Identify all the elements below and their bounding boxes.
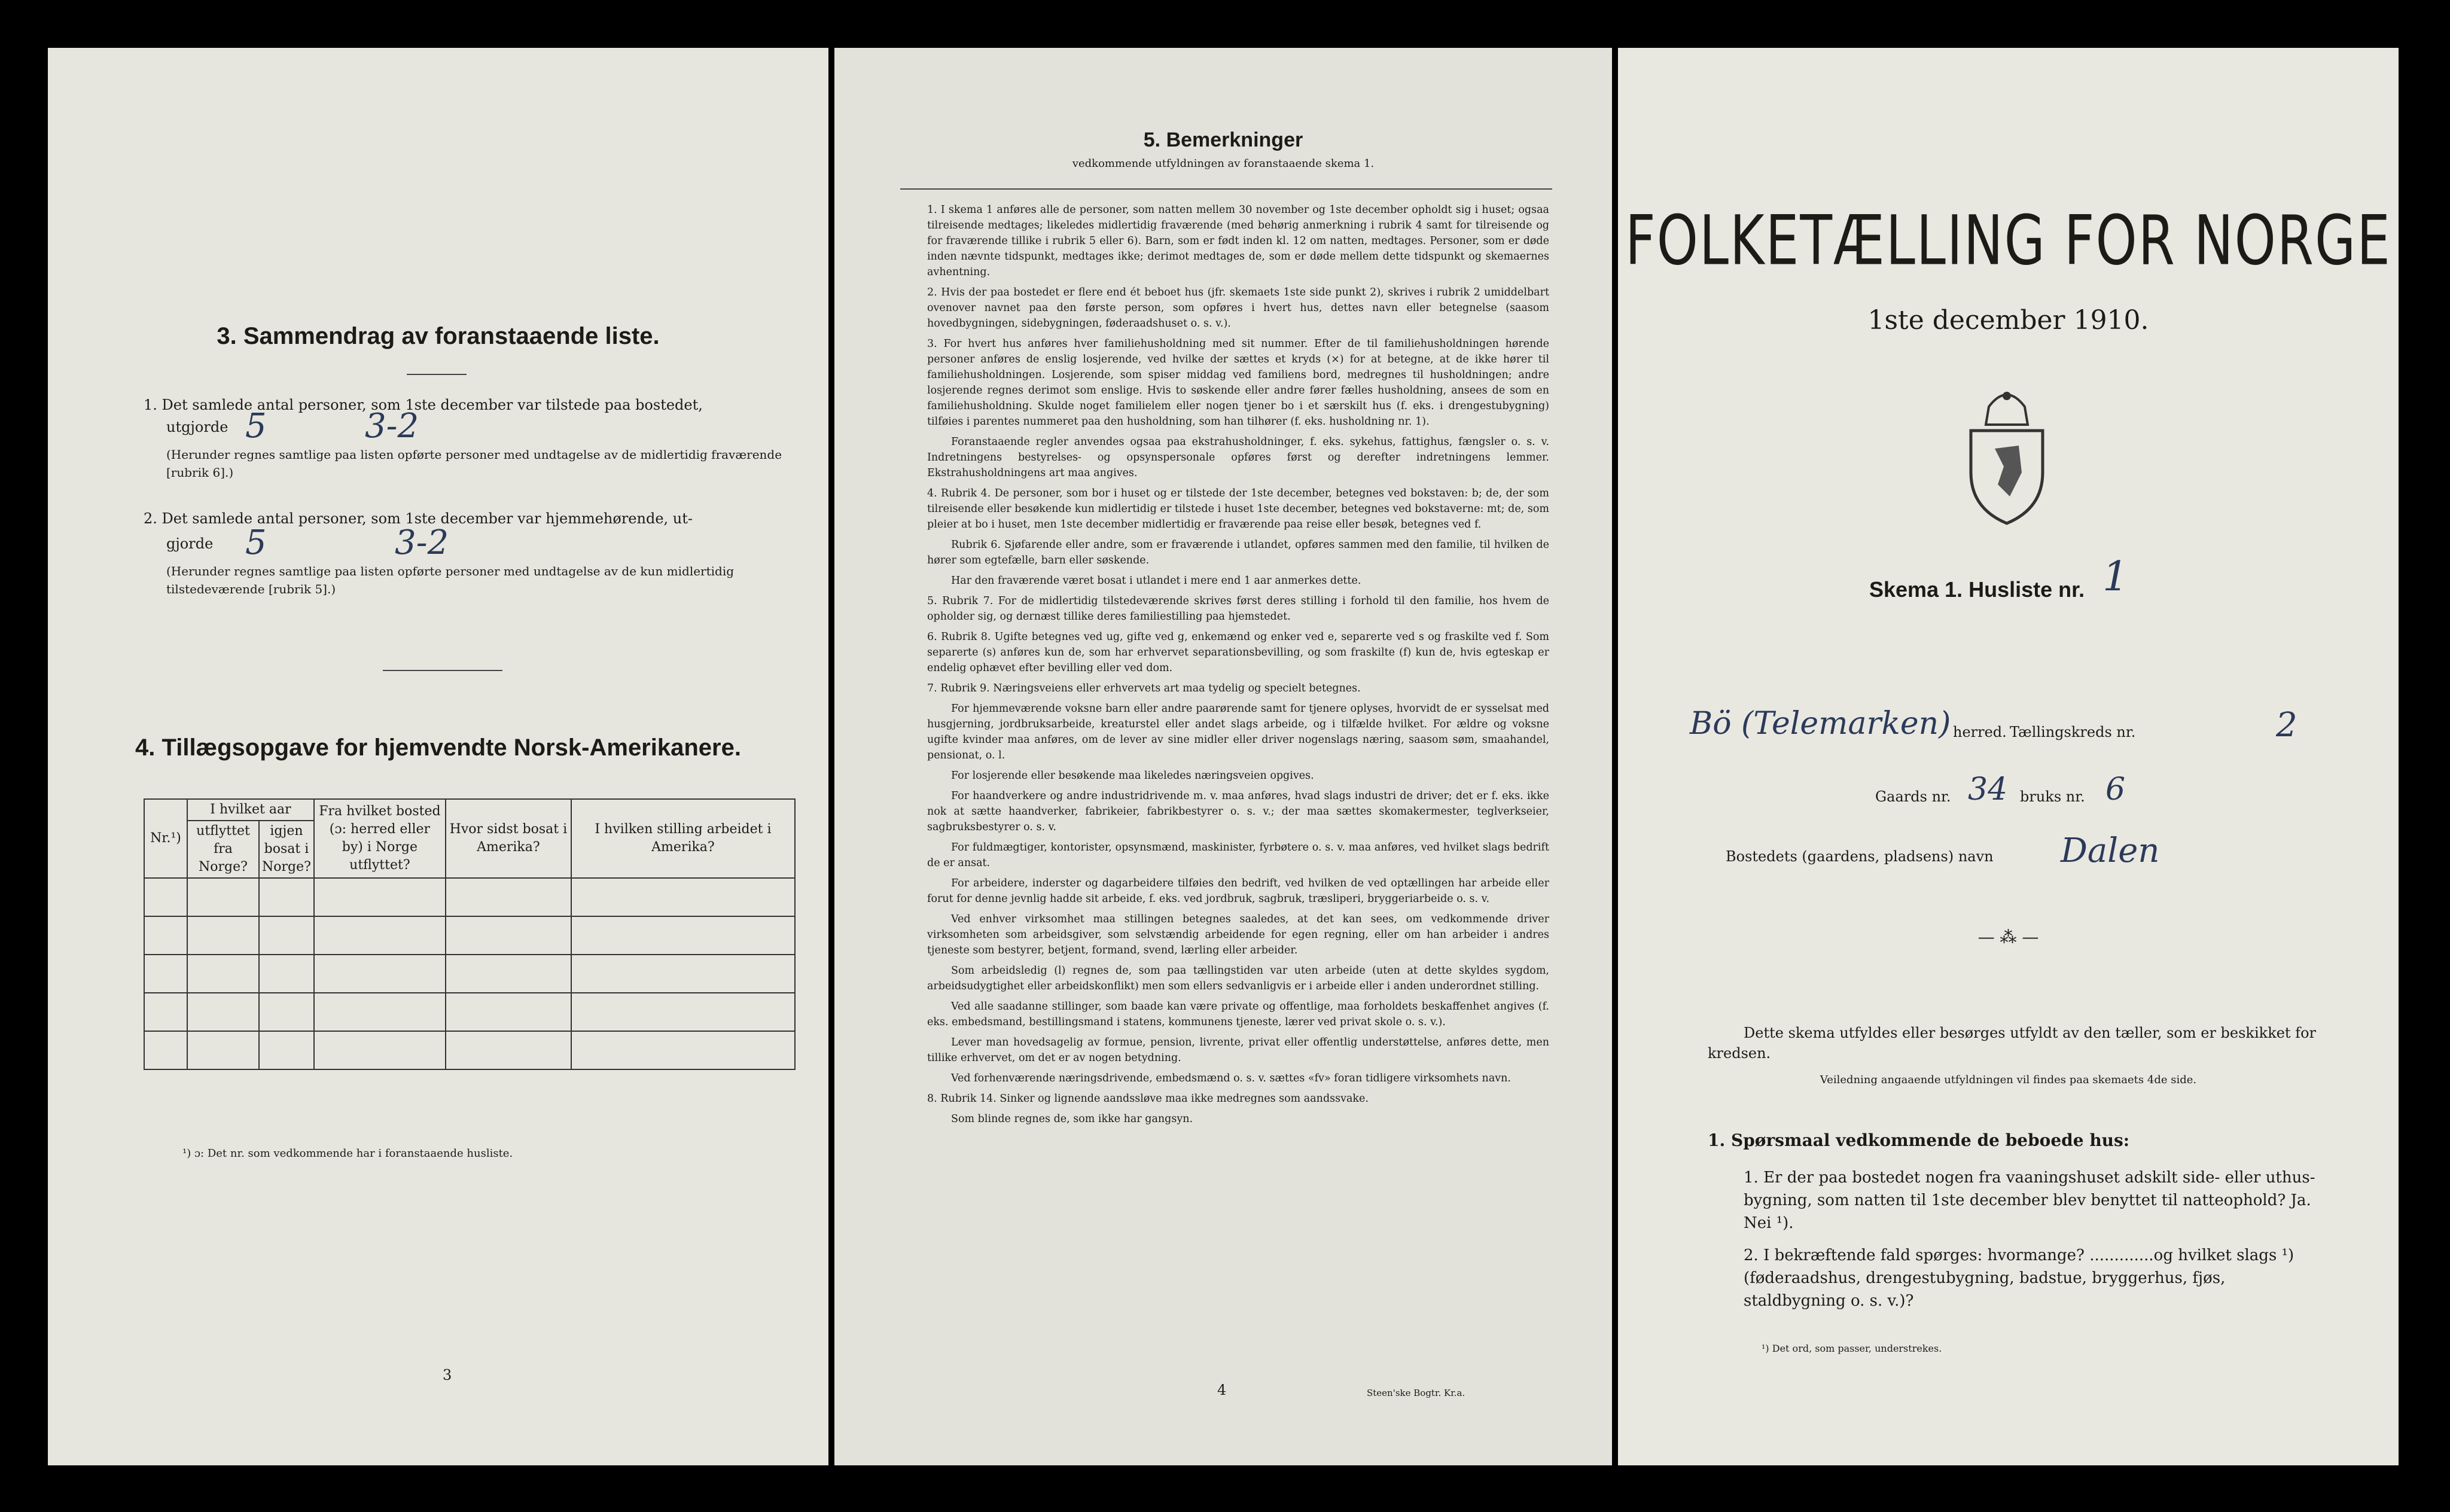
q2-lead: gjorde: [166, 535, 214, 552]
remarks-list: [927, 202, 1549, 1132]
question-2: 2. I bekræftende fald spørges: hvormange? .............og hvilket slags ¹) (føderaadshus, drengestubygning, badstue, bryggerhus, fjøs, staldbygning o. s. v.)?: [1744, 1246, 2294, 1310]
census-title: FOLKETÆLLING FOR NORGE: [1625, 200, 2391, 281]
q1-value-split: 3-2: [365, 407, 419, 446]
section-3-title: 3. Sammendrag av foranstaaende liste.: [217, 323, 660, 349]
table-row: [144, 878, 795, 916]
remark-item: 1. I skema 1 anføres alle de personer, som natten mellem 30 november og 1ste december opholdt sig i huset; ogsaa tilreisende medtages; likeledes midlertidig fraværende (med behørig anmerkning i rubrik 4 samt for tilreisende og for fraværende tillike i rubrik 5 eller 6). Barn, som er født inden kl. 12 om natten, medtages. Personer, som er døde inden nævnte tidspunkt, medtages ikke; derimot medtages de, som er døde mellem dette tidspunkt og skemaernes avhentning.: [927, 204, 1549, 278]
remark-item: Foranstaaende regler anvendes ogsaa paa ekstrahusholdninger, f. eks. sykehus, fattighus, fængsler o. s. v. Indretningens bestyrelses- og opsynspersonale opføres først og derefter indretningens lemmer. Ekstrahusholdningens art maa angives.: [927, 436, 1549, 479]
page-number: 3: [443, 1367, 452, 1383]
q2-value-total: 5: [245, 523, 267, 562]
q2-note: (Herunder regnes samtlige paa listen opførte personer med undtagelse av de kun midlertidig tilstedeværende [rubrik 5].): [166, 564, 735, 596]
remark-item: For losjerende eller besøkende maa likeledes næringsveien opgives.: [951, 770, 1314, 782]
col-work: I hvilken stilling arbeidet i Amerika?: [571, 799, 795, 878]
remark-item: Ved alle saadanne stillinger, som baade kan være private og offentlige, maa forholdets beskaffenhet angives (f. eks. embedsmand, bestillingsmand i statens, kommunens tjeneste, lærer ved privat skole o. s. v.).: [927, 1001, 1549, 1028]
bruks-label: bruks nr.: [2020, 788, 2085, 805]
census-date: 1ste december 1910.: [1867, 305, 2149, 336]
remark-item: Som arbeidsledig (l) regnes de, som paa tællingstiden var uten arbeide (uten at dette skyldes sygdom, arbeidsudygtighet eller arbeidskonflikt) men som ellers sedvanligvis er i arbeide eller i anden underordnet stilling.: [927, 965, 1549, 992]
question-1-text: 1. Er der paa bostedet nogen fra vaaningshuset adskilt side- eller uthus-bygning, som natten til 1ste december blev benyttet til natteophold?: [1744, 1169, 2315, 1209]
remark-item: Ved forhenværende næringsdrivende, embedsmænd o. s. v. sættes «fv» foran tidligere virksomhets navn.: [951, 1072, 1511, 1084]
col-from: Fra hvilket bosted (ɔ: herred eller by) i Norge utflyttet?: [314, 799, 446, 878]
remark-item: 7. Rubrik 9. Næringsveiens eller erhvervets art maa tydelig og specielt betegnes.: [927, 682, 1361, 694]
q1-value-total: 5: [245, 407, 267, 446]
page-1: [1618, 48, 2399, 1465]
remark-item: Lever man hovedsagelig av formue, pension, livrente, privat eller offentlig understøttelse, anføres dette, men tillike erhvervet, om det er av nogen betydning.: [927, 1037, 1549, 1064]
remarks-subtitle: vedkommende utfyldningen av foranstaaende skema 1.: [1072, 157, 1375, 170]
bosted-label: Bostedets (gaardens, pladsens) navn: [1726, 848, 1994, 865]
printer-name: Steen'ske Bogtr. Kr.a.: [1367, 1388, 1465, 1398]
table-row: [144, 916, 795, 955]
herred-label: herred.: [1953, 724, 2007, 740]
table-row: [144, 993, 795, 1031]
remark-item: 6. Rubrik 8. Ugifte betegnes ved ug, gifte ved g, enkemænd og enker ved e, separerte ved s og fraskilte ved f. Som separerte (s) anføres kun de, som har erhvervet separationsbevilling, og som fraskilte (f) kun de, hvis egteskap er endelig ophævet efter bevilling eller ved dom.: [927, 631, 1549, 674]
col-year: I hvilket aar: [187, 799, 314, 821]
coat-of-arms-icon: [1953, 383, 2061, 526]
question-1-answer: Ja. Nei ¹).: [1744, 1191, 2311, 1232]
gaards-label: Gaards nr.: [1875, 788, 1951, 805]
questions-heading: 1. Spørsmaal vedkommende de beboede hus:: [1708, 1130, 2130, 1150]
bruks-value[interactable]: 6: [2105, 772, 2126, 807]
remark-item: 8. Rubrik 14. Sinker og lignende aandssløve maa ikke medregnes som aandssvake.: [927, 1093, 1369, 1105]
remark-item: Ved enhver virksomhet maa stillingen betegnes saaledes, at det kan sees, om vedkommende driver virksomheten som arbeidsgiver, som selvstændig arbeidende for egen regning, eller om han arbeider i andres tjeneste som bestyrer, betjent, formand, svend, lærling eller arbeider.: [927, 913, 1549, 956]
remark-item: 4. Rubrik 4. De personer, som bor i huset og er tilstede der 1ste december, betegnes ved bokstaven: b; de, der som tilreisende eller besøkende kun midlertidig er tilstede i huset 1ste december, betegnes ved bokstaverne: mt; de, som pleier at bo i huset, men 1ste december midlertidig er fraværende paa reise eller besøk, betegnes ved f.: [927, 487, 1549, 531]
section-4-title: 4. Tillægsopgave for hjemvendte Norsk-Amerikanere.: [135, 734, 741, 761]
remark-item: For arbeidere, inderster og dagarbeidere tilføies den bedrift, ved hvilken de ved optællingen har arbeide eller forut for denne jevnlig hadde sit arbeide, f. eks. ved jordbruk, sagbruk, træsliperi, bryggeriarbeide o. s. v.: [927, 877, 1549, 905]
col-year-out: utflyttet fra Norge?: [187, 821, 259, 878]
page-4: [834, 48, 1612, 1465]
q1-lead: utgjorde: [166, 419, 228, 435]
remark-item: For fuldmægtiger, kontorister, opsynsmænd, maskinister, fyrbøtere o. s. v. maa anføres, ved hvilket slags bedrift de er ansat.: [927, 842, 1549, 869]
krets-label: Tællingskreds nr.: [2010, 724, 2136, 740]
gaards-value[interactable]: 34: [1968, 772, 2008, 807]
table-footnote: ¹) ɔ: Det nr. som vedkommende har i foranstaaende husliste.: [182, 1147, 513, 1160]
ornament-divider: — ⁂ —: [1977, 927, 2039, 947]
col-last: Hvor sidst bosat i Amerika?: [446, 799, 571, 878]
remarks-title: 5. Bemerkninger: [1143, 129, 1303, 151]
husliste-number[interactable]: 1: [2102, 553, 2129, 600]
remark-item: 5. Rubrik 7. For de midlertidig tilstedeværende skrives først deres stilling i forhold til den familie, hos hvem de opholder sig, og dernæst tillike deres familiestilling paa hjemstedet.: [927, 595, 1549, 623]
remark-item: Som blinde regnes de, som ikke har gangsyn.: [951, 1113, 1193, 1125]
remark-item: 3. For hvert hus anføres hver familiehusholdning med sit nummer. Efter de til familiehusholdningen hørende personer anføres de enslig losjerende, ved hvilke der sættes et kryds (×) for at betegne, at de ikke hører til familiehusholdningen. Losjerende, som spiser middag ved familiens bord, medregnes til husholdningen; andre losjerende regnes derimot som enslige. Hvis to søskende eller andre fører fælles husholdning, ansees de som en familiehusholdning. Skulde noget familielem eller nogen tjener bo i et særskilt hus (f. eks. i drengestubygning) tilføies i parentes nummeret paa den husholdning, som han tilhører (f. eks. husholdning nr. 1).: [927, 338, 1549, 428]
remark-item: 2. Hvis der paa bostedet er flere end ét beboet hus (jfr. skemaets 1ste side punkt 2), skrives i rubrik 2 umiddelbart ovenover navnet paa den første person, som opføres i hvert hus, dettes navn eller betegnelse (saasom hovedbygningen, sidebygningen, føderaadshuset o. s. v.).: [927, 286, 1549, 330]
q1-note: (Herunder regnes samtlige paa listen opførte personer med undtagelse av de midlertidig fraværende [rubrik 6].): [166, 447, 782, 480]
skema-label: Skema 1. Husliste nr.: [1869, 577, 2085, 602]
norsk-amerikanere-table: [144, 798, 796, 1070]
table-row: [144, 1031, 795, 1069]
table-row: [144, 955, 795, 993]
intro-note: Veiledning angaaende utfyldningen vil findes paa skemaets 4de side.: [1820, 1074, 2197, 1086]
remark-item: Rubrik 6. Sjøfarende eller andre, som er fraværende i utlandet, opføres sammen med den familie, til hvilken de hører som egtefælle, barn eller søskende.: [927, 539, 1549, 566]
page-number: 4: [1217, 1382, 1227, 1398]
bosted-value[interactable]: Dalen: [2061, 831, 2160, 870]
col-nr: Nr.¹): [144, 799, 187, 878]
remark-item: Har den fraværende været bosat i utlandet i mere end 1 aar anmerkes dette.: [951, 575, 1361, 587]
page-3: [48, 48, 828, 1465]
krets-value[interactable]: 2: [2276, 706, 2297, 745]
remark-item: For hjemmeværende voksne barn eller andre paarørende samt for tjenere oplyses, hvorvidt de er sysselsat med husgjerning, jordbruksarbeide, kreaturstel eller andet slags arbeide, og i tilfælde hvilket. For ældre og voksne ugifte kvinder maa anføres, om de lever av sine midler eller driver nogenslags næring, saasom søm, smaahandel, pensionat, o. l.: [927, 703, 1549, 761]
q2-value-split: 3-2: [395, 523, 449, 562]
intro-text: Dette skema utfyldes eller besørges utfyldt av den tæller, som er beskikket for kredsen.: [1708, 1025, 2317, 1062]
remark-item: For haandverkere og andre industridrivende m. v. maa anføres, hvad slags industri de driver; det er f. eks. ikke nok at sætte haandverker, fabrikeier, fabrikbestyrer o. s. v.; der maa sættes skomakermester, teglverkseier, sagbruksbestyrer o. s. v.: [927, 790, 1549, 833]
herred-value[interactable]: Bö (Telemarken): [1690, 706, 1951, 742]
col-year-back: igjen bosat i Norge?: [259, 821, 314, 878]
page1-footnote: ¹) Det ord, som passer, understrekes.: [1762, 1343, 1942, 1354]
question-1: [1744, 1166, 2324, 1234]
q2-text: 2. Det samlede antal personer, som 1ste december var hjemmehørende, ut-: [144, 510, 693, 527]
q1-text: 1. Det samlede antal personer, som 1ste december var tilstede paa bostedet,: [144, 397, 703, 413]
